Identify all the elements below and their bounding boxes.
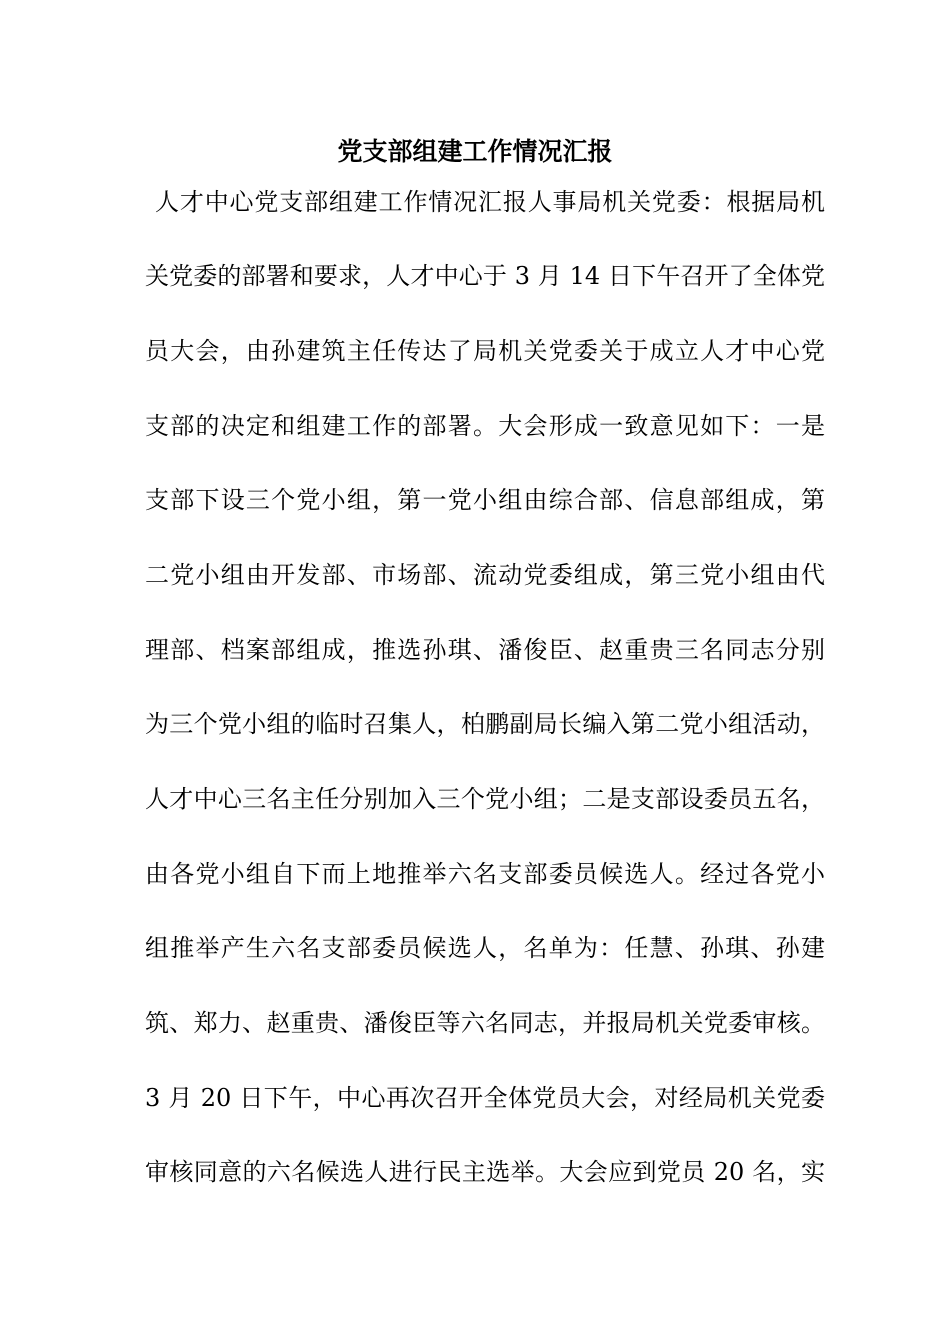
- document-title: 党支部组建工作情况汇报: [337, 137, 613, 166]
- body-line-6: 二党小组由开发部、市场部、流动党委组成，第三党小组由代: [145, 561, 825, 589]
- body-line-14: 审核同意的六名候选人进行民主选举。大会应到党员 20 名，实: [145, 1158, 825, 1186]
- body-line-13: 3 月 20 日下午，中心再次召开全体党员大会，对经局机关党委: [145, 1084, 825, 1112]
- body-line-1: 人才中心党支部组建工作情况汇报人事局机关党委：根据局机: [155, 188, 825, 216]
- body-line-4: 支部的决定和组建工作的部署。大会形成一致意见如下：一是: [145, 412, 825, 440]
- body-line-9: 人才中心三名主任分别加入三个党小组；二是支部设委员五名，: [145, 785, 825, 813]
- body-line-2: 关党委的部署和要求，人才中心于 3 月 14 日下午召开了全体党: [145, 262, 825, 290]
- body-line-5: 支部下设三个党小组，第一党小组由综合部、信息部组成，第: [145, 486, 825, 514]
- body-line-11: 组推举产生六名支部委员候选人，名单为：任慧、孙琪、孙建: [145, 934, 825, 962]
- body-line-7: 理部、档案部组成，推选孙琪、潘俊臣、赵重贵三名同志分别: [145, 636, 825, 664]
- body-line-3: 员大会，由孙建筑主任传达了局机关党委关于成立人才中心党: [145, 337, 825, 365]
- body-line-10: 由各党小组自下而上地推举六名支部委员候选人。经过各党小: [145, 860, 825, 888]
- body-line-8: 为三个党小组的临时召集人，柏鹏副局长编入第二党小组活动，: [145, 710, 825, 738]
- body-line-12: 筑、郑力、赵重贵、潘俊臣等六名同志，并报局机关党委审核。: [145, 1009, 825, 1037]
